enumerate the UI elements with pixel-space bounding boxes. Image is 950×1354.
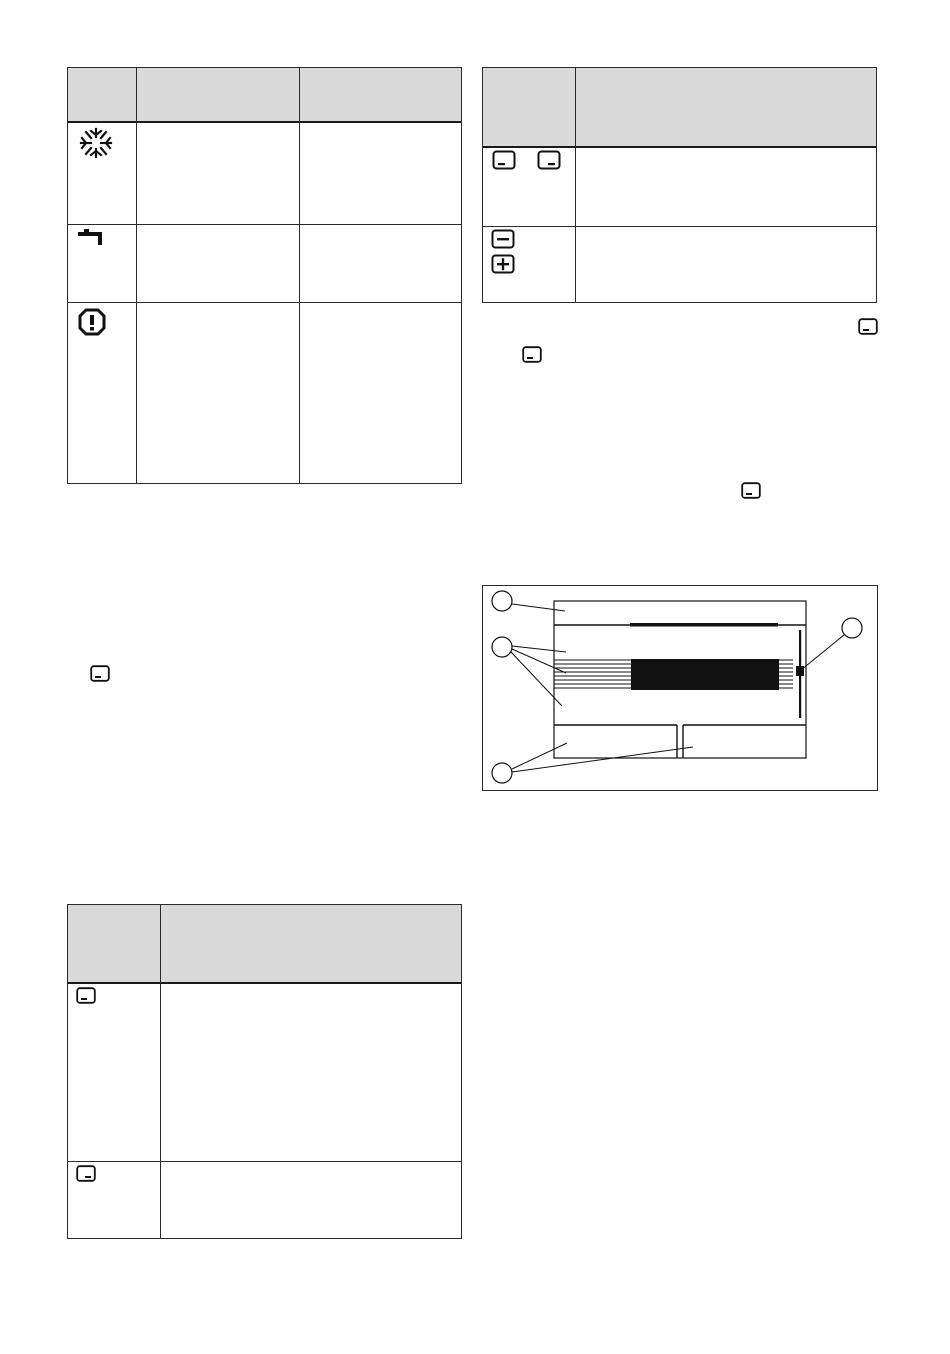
softkey-table-header (68, 905, 461, 984)
warning-icon (78, 308, 106, 336)
softkey-icon (90, 665, 110, 682)
minus-button-icon (491, 229, 515, 249)
softkey-icon (858, 318, 878, 335)
softkey-left-icon (76, 987, 96, 1004)
display-layout-figure (482, 585, 878, 791)
callout-4 (492, 763, 512, 783)
button-table (482, 67, 877, 303)
symbol-table-header (68, 68, 461, 123)
symbol-table (67, 67, 462, 484)
callout-3 (842, 618, 862, 638)
softkey-icon (522, 346, 542, 363)
softkey-right-icon (76, 1165, 96, 1182)
snowflake-icon (78, 126, 114, 160)
display-diagram (483, 586, 879, 792)
plus-button-icon (491, 254, 515, 274)
softkey-left-icon (492, 150, 516, 170)
button-table-header (483, 68, 876, 148)
tap-icon (77, 228, 107, 248)
callout-1 (492, 591, 512, 611)
softkey-right-icon (537, 150, 561, 170)
softkey-table (67, 904, 462, 1239)
callout-2 (492, 637, 512, 657)
softkey-icon (741, 482, 761, 499)
